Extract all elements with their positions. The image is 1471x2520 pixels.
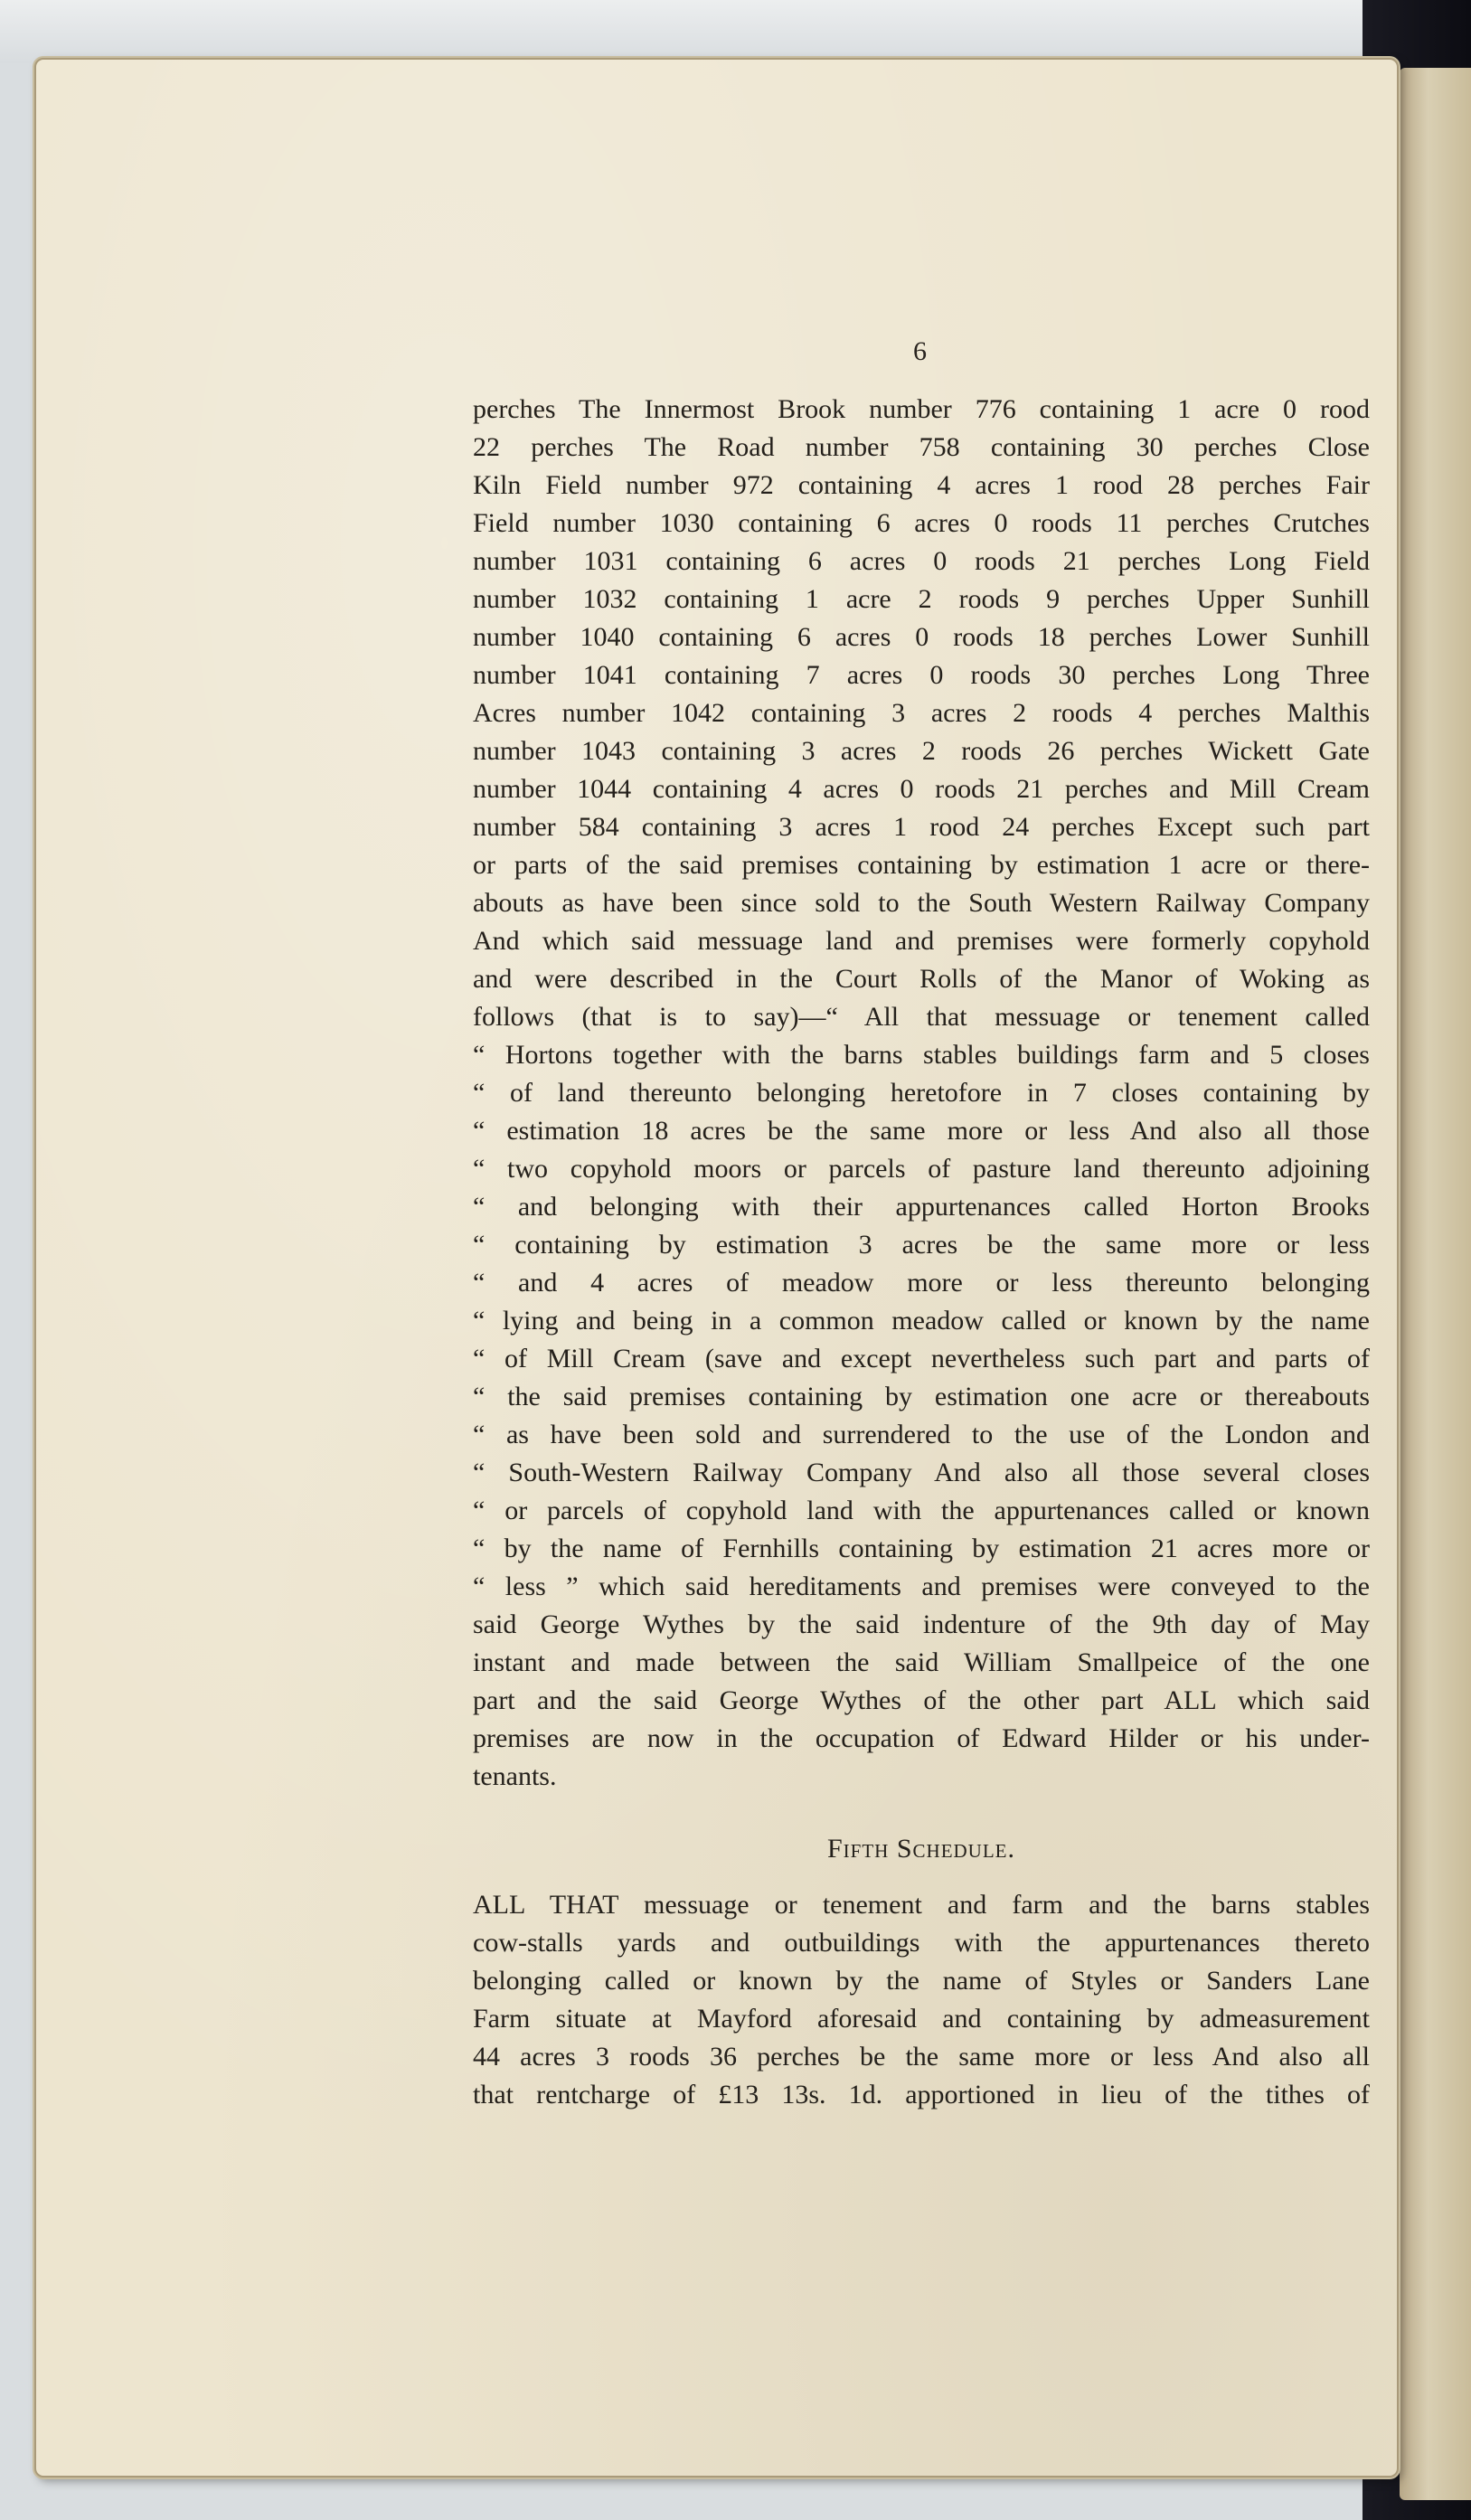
text-line: Farm situate at Mayford aforesaid and containing by admeasurement — [473, 2004, 1370, 2034]
text-line: “ or parcels of copyhold land with the appurtenances called or known — [473, 1496, 1370, 1525]
section-heading: Fifth Schedule. — [826, 1834, 1016, 1864]
text-line: instant and made between the said William Smallpeice of the one — [473, 1647, 1370, 1677]
text-line: number 1032 containing 1 acre 2 roods 9 perches Upper Sunhill — [473, 584, 1370, 614]
text-line: that rentcharge of £13 13s. 1d. apportioned in lieu of the tithes of — [473, 2080, 1370, 2109]
scan-backdrop — [0, 0, 1471, 63]
text-line: or parts of the said premises containing by estimation 1 acre or there- — [473, 850, 1370, 880]
text-line: “ Hortons together with the barns stables buildings farm and 5 closes — [473, 1040, 1370, 1070]
text-line: Field number 1030 containing 6 acres 0 roods 11 perches Crutches — [473, 508, 1370, 538]
schedule-text-paragraph — [473, 391, 1370, 1796]
text-line: abouts as have been since sold to the South Western Railway Company — [473, 888, 1370, 918]
text-line: cow-stalls yards and outbuildings with the appurtenances thereto — [473, 1928, 1370, 1958]
text-line: “ and belonging with their appurtenances called Horton Brooks — [473, 1192, 1370, 1222]
text-line: number 584 containing 3 acres 1 rood 24 perches Except such part — [473, 812, 1370, 842]
text-line: 22 perches The Road number 758 containing 30 perches Close — [473, 432, 1370, 462]
text-line: “ the said premises containing by estimation one acre or thereabouts — [473, 1382, 1370, 1411]
text-line: 44 acres 3 roods 36 perches be the same more or less And also all — [473, 2042, 1370, 2072]
text-line: ALL THAT messuage or tenement and farm and the barns stables — [473, 1890, 1370, 1920]
text-line: “ of Mill Cream (save and except nevertheless such part and parts of — [473, 1344, 1370, 1373]
text-line: Acres number 1042 containing 3 acres 2 roods 4 perches Malthis — [473, 698, 1370, 728]
text-line: tenants. — [473, 1761, 557, 1791]
text-line: And which said messuage land and premises were formerly copyhold — [473, 926, 1370, 956]
page-number: 6 — [913, 336, 927, 366]
text-line: follows (that is to say)—“ All that messuage or tenement called — [473, 1002, 1370, 1032]
text-line: number 1044 containing 4 acres 0 roods 21 perches and Mill Cream — [473, 774, 1370, 804]
text-line: number 1040 containing 6 acres 0 roods 18 perches Lower Sunhill — [473, 622, 1370, 652]
text-line: “ lying and being in a common meadow called or known by the name — [473, 1306, 1370, 1336]
text-line: “ and 4 acres of meadow more or less thereunto belonging — [473, 1268, 1370, 1298]
text-line: “ estimation 18 acres be the same more or less And also all those — [473, 1116, 1370, 1146]
adjacent-page-edge — [1400, 68, 1471, 2500]
text-line: said George Wythes by the said indenture of the 9th day of May — [473, 1609, 1370, 1639]
text-line: premises are now in the occupation of Edward Hilder or his under- — [473, 1723, 1370, 1753]
text-line: “ two copyhold moors or parcels of pasture land thereunto adjoining — [473, 1154, 1370, 1184]
text-line: number 1041 containing 7 acres 0 roods 30 perches Long Three — [473, 660, 1370, 690]
text-line: belonging called or known by the name of Styles or Sanders Lane — [473, 1966, 1370, 1996]
text-line: “ of land thereunto belonging heretofore in 7 closes containing by — [473, 1078, 1370, 1108]
text-line: “ containing by estimation 3 acres be the same more or less — [473, 1230, 1370, 1260]
text-line: “ as have been sold and surrendered to the use of the London and — [473, 1420, 1370, 1449]
text-line: “ less ” which said hereditaments and premises were conveyed to the — [473, 1571, 1370, 1601]
text-line: number 1043 containing 3 acres 2 roods 26 perches Wickett Gate — [473, 736, 1370, 766]
text-line: “ by the name of Fernhills containing by estimation 21 acres more or — [473, 1534, 1370, 1563]
fifth-schedule-paragraph — [473, 1886, 1370, 2114]
text-line: part and the said George Wythes of the other part ALL which said — [473, 1685, 1370, 1715]
text-line: “ South-Western Railway Company And also all those several closes — [473, 1458, 1370, 1487]
text-line: perches The Innermost Brook number 776 containing 1 acre 0 rood — [473, 394, 1370, 424]
text-line: Kiln Field number 972 containing 4 acres 1 rood 28 perches Fair — [473, 470, 1370, 500]
text-line: and were described in the Court Rolls of the Manor of Woking as — [473, 964, 1370, 994]
text-line: number 1031 containing 6 acres 0 roods 21 perches Long Field — [473, 546, 1370, 576]
